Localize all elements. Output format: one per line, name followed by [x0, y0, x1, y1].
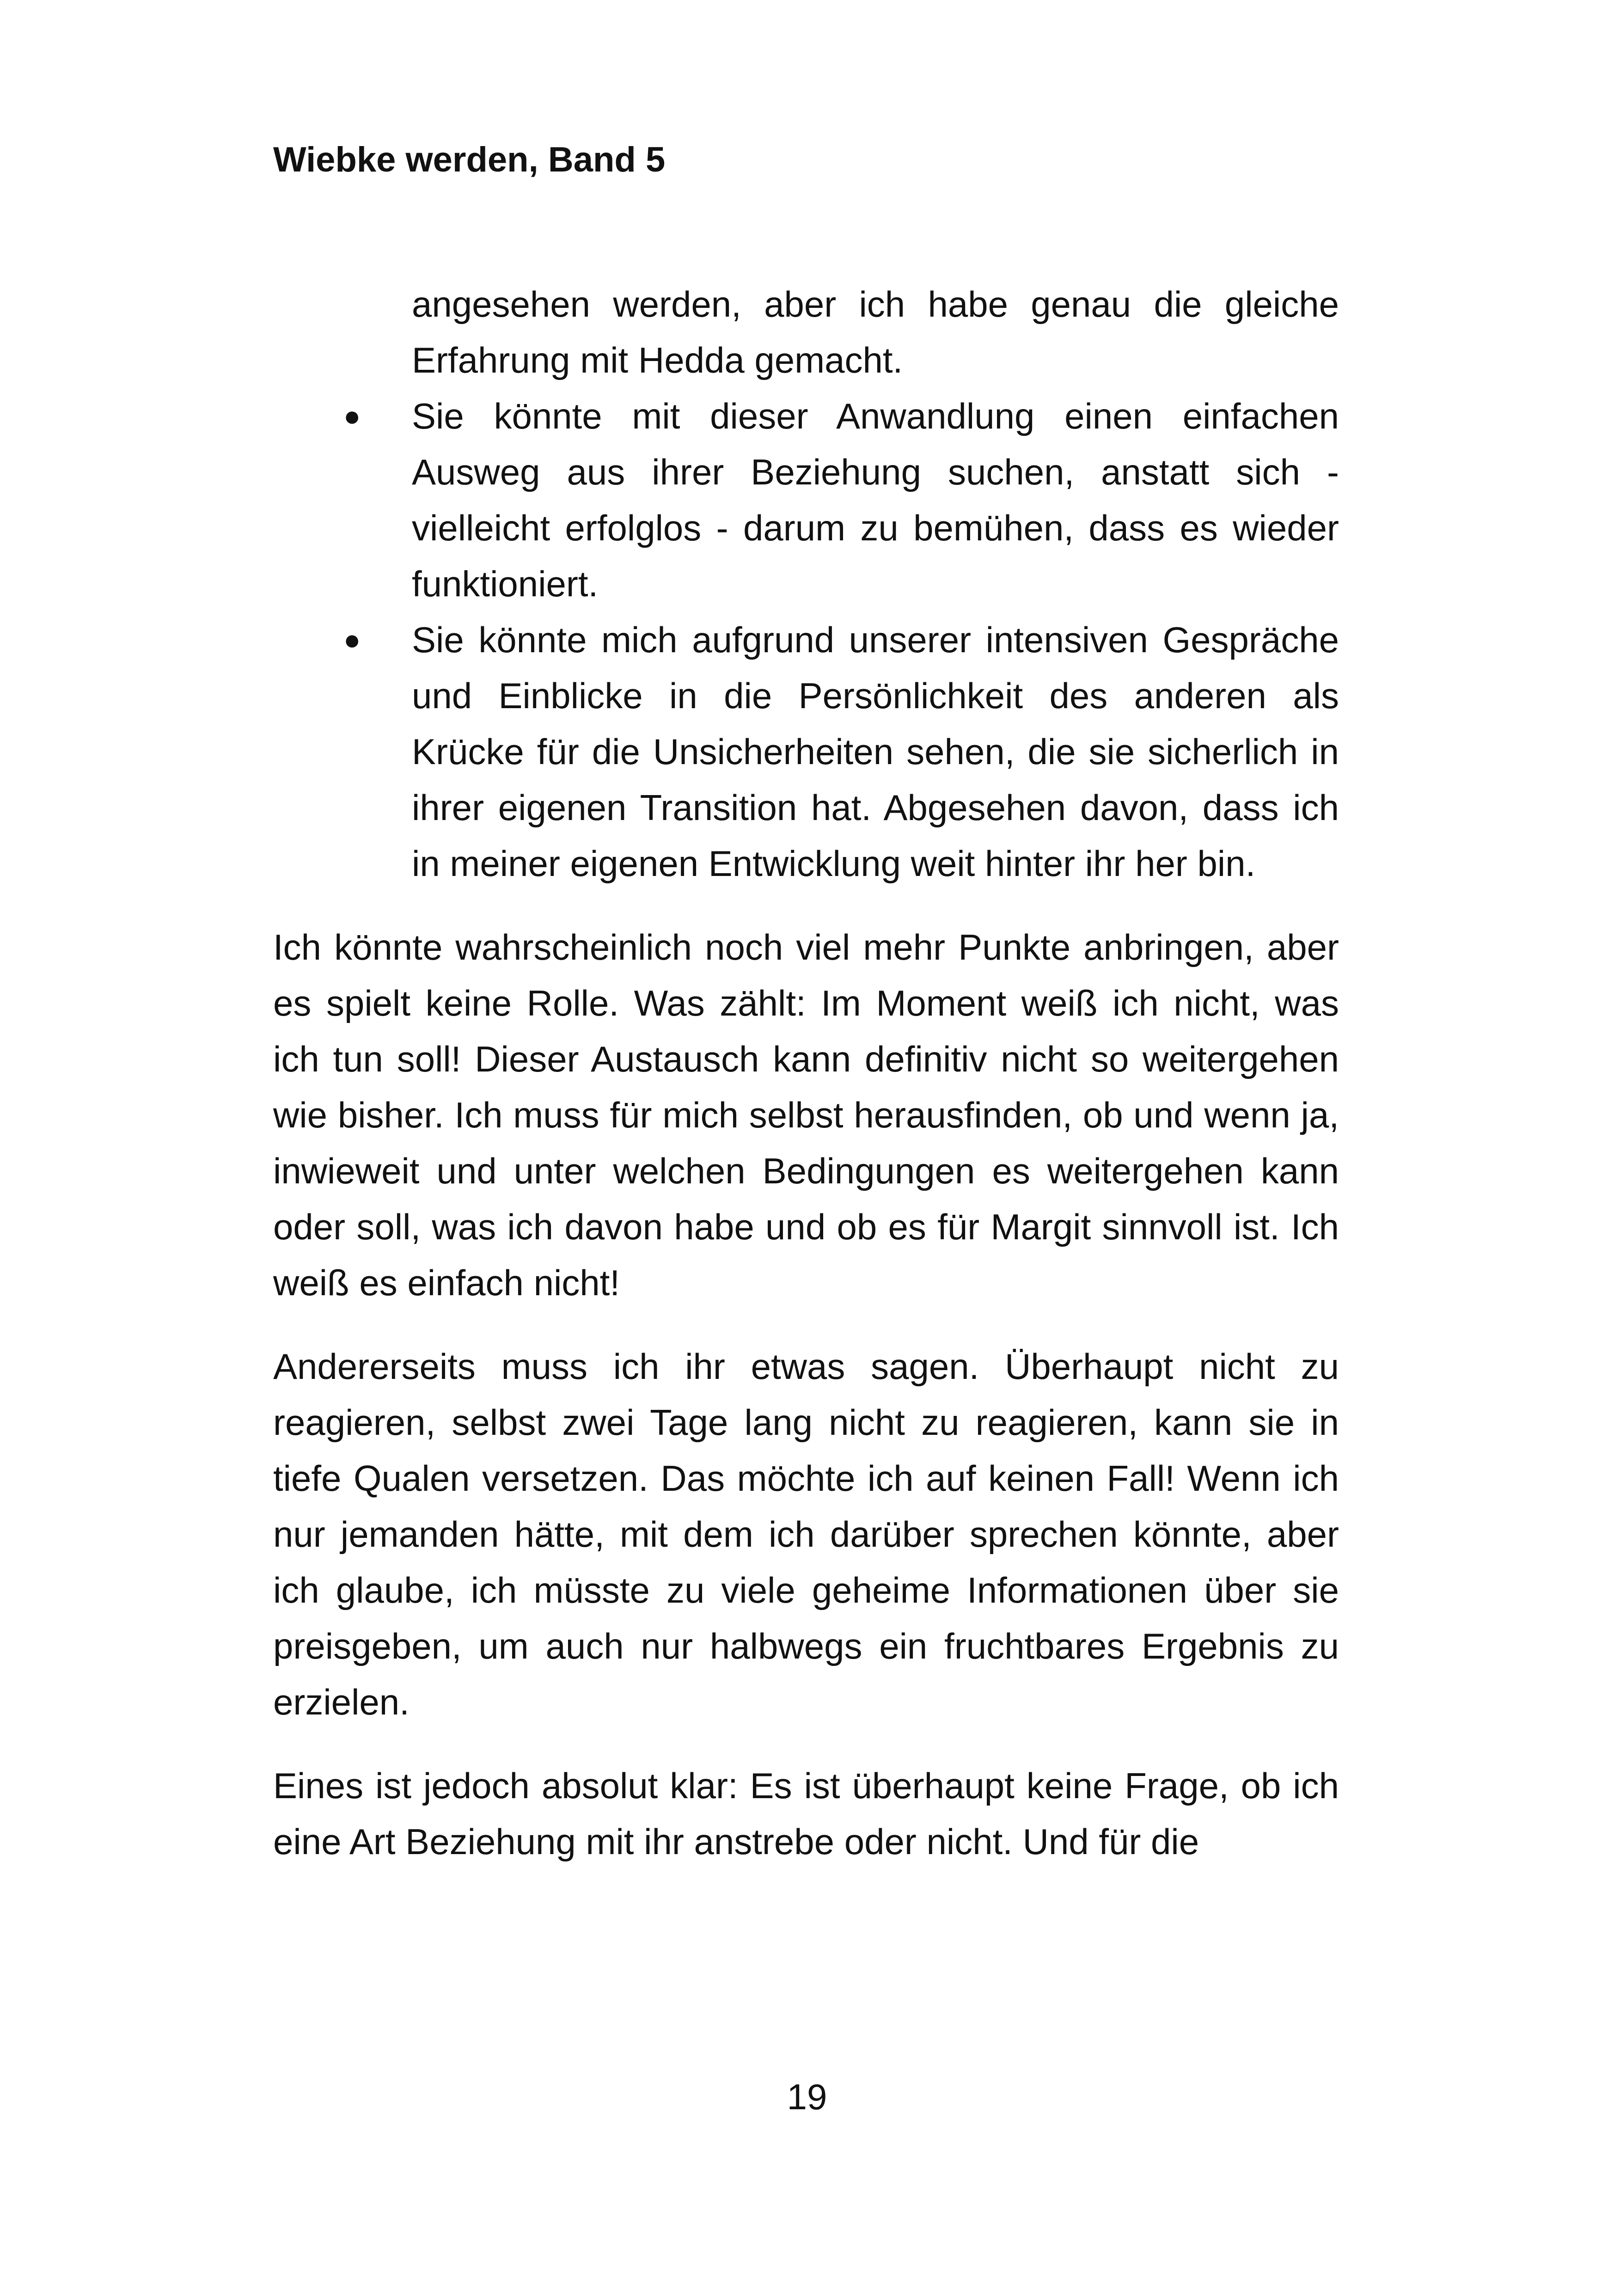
- bullet-text: Sie könnte mich aufgrund unserer intensiven Gespräche und Einblicke in die Persönlichkeit des anderen als Krücke für die Unsicherheiten sehen, die sie sicherlich in ihrer eigenen Transition hat. Abgesehen davon, dass ich in meiner eigenen Entwicklung weit hinter ihr her bin.: [412, 619, 1339, 884]
- body-paragraph: Ich könnte wahrscheinlich noch viel mehr Punkte anbringen, aber es spielt keine Rolle. Was zählt: Im Moment weiß ich nicht, was ich tun soll! Dieser Austausch kann definitiv nicht so weitergehen wie bisher. Ich muss für mich selbst herausfinden, ob und wenn ja, inwieweit und unter welchen Bedingungen es weitergehen kann oder soll, was ich davon habe und ob es für Margit sinnvoll ist. Ich weiß es einfach nicht!: [273, 927, 1339, 1303]
- bullet-text: angesehen werden, aber ich habe genau die gleiche Erfahrung mit Hedda gemacht.: [412, 284, 1339, 380]
- body-paragraph: Andererseits muss ich ihr etwas sagen. Überhaupt nicht zu reagieren, selbst zwei Tage lang nicht zu reagieren, kann sie in tiefe Qualen versetzen. Das möchte ich auf keinen Fall! Wenn ich nur jemanden hätte, mit dem ich darüber sprechen könnte, aber ich glaube, ich müsste zu viele geheime Informationen über sie preisgeben, um auch nur halbwegs ein fruchtbares Ergebnis zu erzielen.: [273, 1346, 1339, 1722]
- running-header: Wiebke werden, Band 5: [273, 140, 666, 179]
- bullet-item: [273, 388, 1339, 612]
- bullet-item: [273, 612, 1339, 892]
- bullet-text: Sie könnte mit dieser Anwandlung einen einfachen Ausweg aus ihrer Beziehung suchen, anstatt sich - vielleicht erfolglos - darum zu bemühen, dass es wieder funktioniert.: [412, 396, 1339, 604]
- bullet-item-continued: [273, 276, 1339, 388]
- body-paragraph: Eines ist jedoch absolut klar: Es ist überhaupt keine Frage, ob ich eine Art Beziehung mit ihr anstrebe oder nicht. Und für die: [273, 1765, 1339, 1862]
- bullet-dot-icon: ●: [343, 624, 361, 656]
- bullet-list: [273, 276, 1339, 892]
- page-body: [273, 276, 1339, 1870]
- bullet-dot-icon: ●: [343, 400, 361, 432]
- page-number: 19: [787, 2076, 827, 2117]
